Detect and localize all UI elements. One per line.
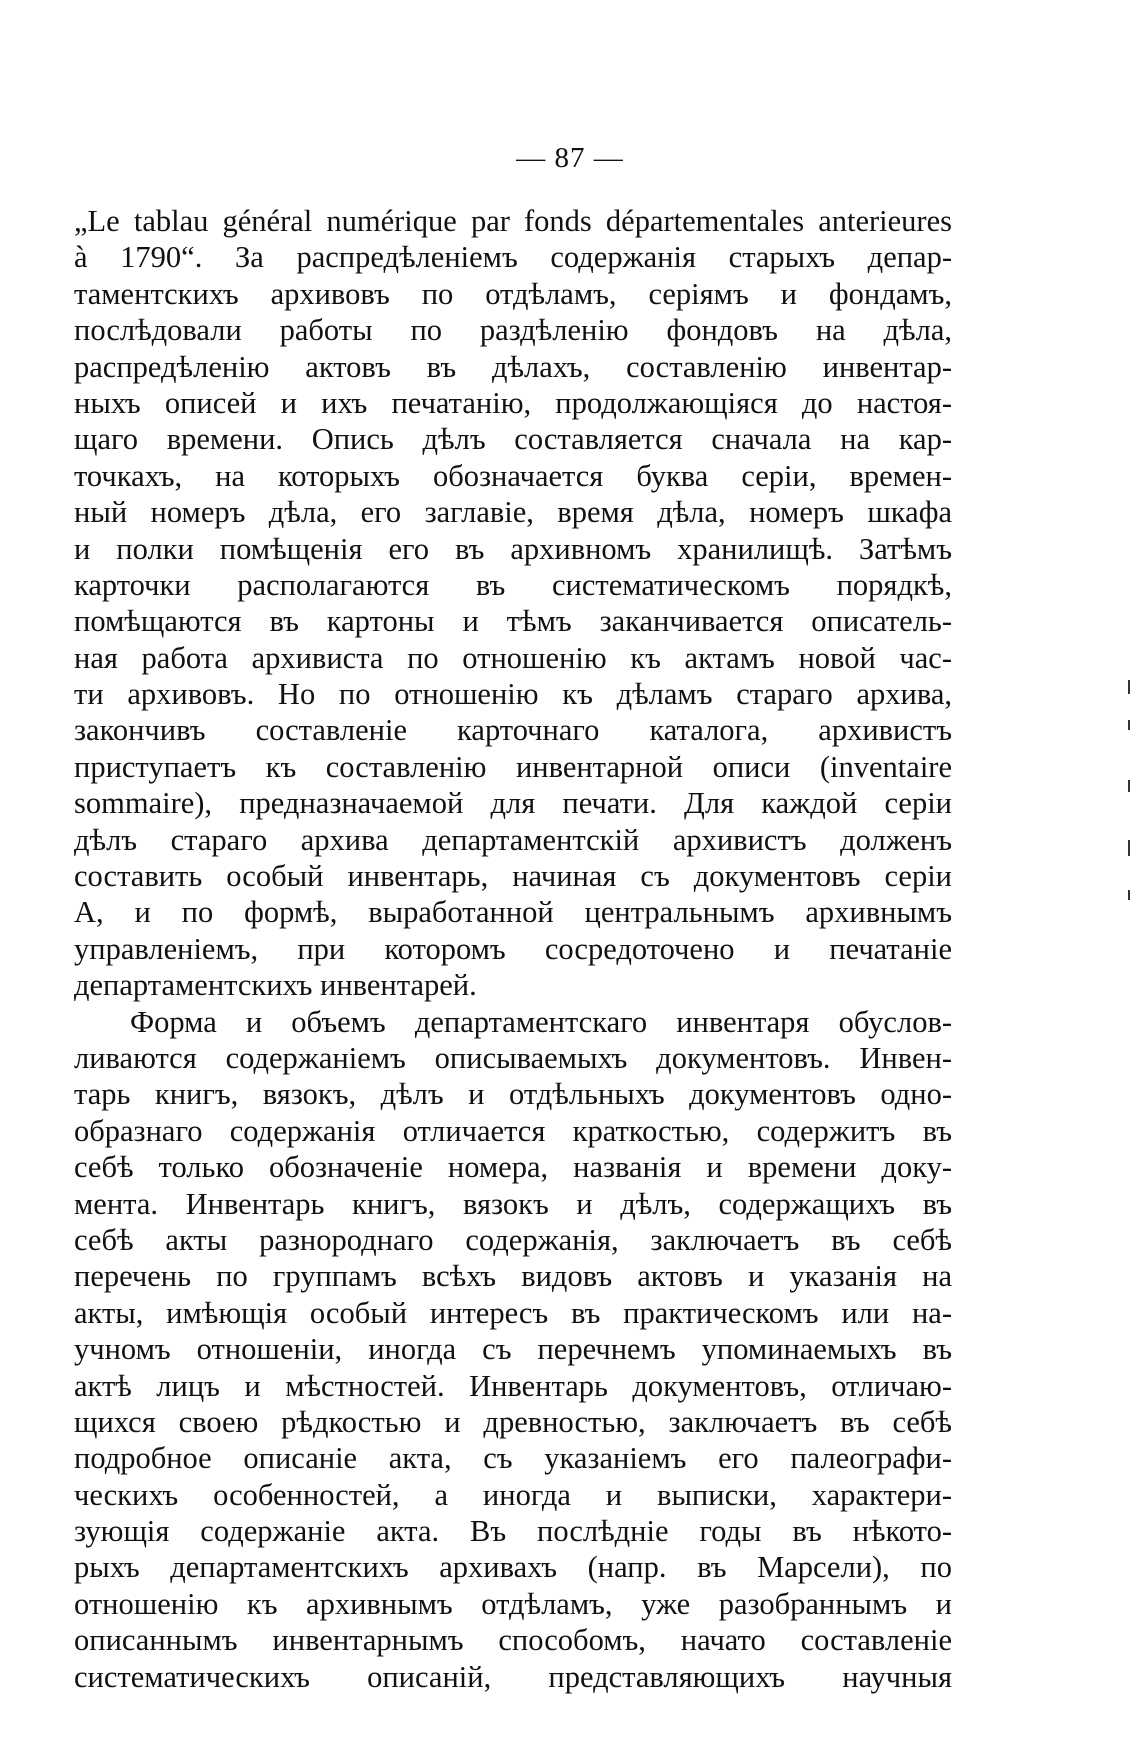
text-line: послѣдовали работы по раздѣленію фондовъ на дѣла,: [74, 313, 952, 348]
text-line: приступаетъ къ составленію инвентарной описи (inventaire: [74, 749, 952, 784]
text-line: ный номеръ дѣла, его заглавіе, время дѣла, номеръ шкафа: [74, 495, 952, 530]
text-line: подробное описаніе акта, съ указаніемъ его палеографи-: [74, 1441, 952, 1476]
text-line: департаментскихъ инвентарей.: [74, 968, 477, 1003]
text-line: систематическихъ описаній, представляющихъ научныя: [74, 1659, 952, 1694]
text-line: ческихъ особенностей, а иногда и выписки, характери-: [74, 1477, 952, 1512]
text-line: тарь книгъ, вязокъ, дѣлъ и отдѣльныхъ документовъ одно-: [74, 1077, 952, 1112]
text-line: помѣщаются въ картоны и тѣмъ заканчивается описатель-: [74, 604, 952, 639]
text-line: Форма и объемъ департаментскаго инвентаря обуслов-: [130, 1004, 952, 1039]
text-line: учномъ отношеніи, иногда съ перечнемъ упоминаемыхъ въ: [74, 1332, 952, 1367]
text-line: карточки располагаются въ систематическомъ порядкѣ,: [74, 567, 952, 602]
text-line: перечень по группамъ всѣхъ видовъ актовъ и указанія на: [74, 1259, 952, 1294]
text-line: акты, имѣющія особый интересъ въ практическомъ или на-: [74, 1295, 952, 1330]
text-line: управленіемъ, при которомъ сосредоточено и печатаніе: [74, 931, 952, 966]
text-line: описаннымъ инвентарнымъ способомъ, начато составленіе: [74, 1623, 952, 1658]
text-line: щаго времени. Опись дѣлъ составляется сначала на кар-: [74, 422, 952, 457]
text-line: ная работа архивиста по отношенію къ актамъ новой час-: [74, 640, 952, 675]
text-line: и полки помѣщенія его въ архивномъ хранилищѣ. Затѣмъ: [74, 531, 952, 566]
text-line: ныхъ описей и ихъ печатанію, продолжающіяся до настоя-: [74, 385, 952, 420]
scan-edge-mark: [1128, 720, 1130, 730]
text-line: А, и по формѣ, выработанной центральнымъ архивнымъ: [74, 895, 952, 930]
scan-edge-mark: [1128, 680, 1130, 694]
text-line: рыхъ департаментскихъ архивахъ (напр. въ Марсели), по: [74, 1550, 952, 1585]
text-line: составить особый инвентарь, начиная съ документовъ серіи: [74, 859, 952, 894]
text-line: таментскихъ архивовъ по отдѣламъ, серіямъ и фондамъ,: [74, 276, 952, 311]
text-line: отношенію къ архивнымъ отдѣламъ, уже разобраннымъ и: [74, 1586, 952, 1621]
text-line: распредѣленію актовъ въ дѣлахъ, составленію инвентар-: [74, 349, 952, 384]
text-line: себѣ акты разнороднаго содержанія, заключаетъ въ себѣ: [74, 1222, 952, 1257]
page-number: — 87 —: [516, 142, 624, 174]
scan-edge-mark: [1128, 840, 1130, 856]
text-line: себѣ только обозначеніе номера, названія и времени доку-: [74, 1150, 952, 1185]
text-line: à 1790“. За распредѣленіемъ содержанія старыхъ депар-: [74, 240, 952, 275]
text-line: закончивъ составленіе карточнаго каталога, архивистъ: [74, 713, 952, 748]
text-line: sommaire), предназначаемой для печати. Для каждой серіи: [74, 786, 952, 821]
text-line: образнаго содержанія отличается краткостью, содержитъ въ: [74, 1113, 952, 1148]
scan-edge-mark: [1128, 890, 1130, 900]
text-line: ливаются содержаніемъ описываемыхъ документовъ. Инвен-: [74, 1040, 952, 1075]
text-line: дѣлъ стараго архива департаментскій архивистъ долженъ: [74, 822, 952, 857]
text-line: зующія содержаніе акта. Въ послѣдніе годы въ нѣкото-: [74, 1514, 952, 1549]
text-line: мента. Инвентарь книгъ, вязокъ и дѣлъ, содержащихъ въ: [74, 1186, 952, 1221]
text-line: щихся своею рѣдкостью и древностью, заключаетъ въ себѣ: [74, 1404, 952, 1439]
text-line: „Le tablau général numérique par fonds départementales anterieures: [74, 204, 952, 238]
body-text: [74, 203, 952, 1695]
text-line: точкахъ, на которыхъ обозначается буква серіи, времен-: [74, 458, 952, 493]
text-line: ти архивовъ. Но по отношенію къ дѣламъ стараго архива,: [74, 677, 952, 712]
text-line: актѣ лицъ и мѣстностей. Инвентарь документовъ, отличаю-: [74, 1368, 952, 1403]
scan-edge-mark: [1128, 780, 1130, 792]
